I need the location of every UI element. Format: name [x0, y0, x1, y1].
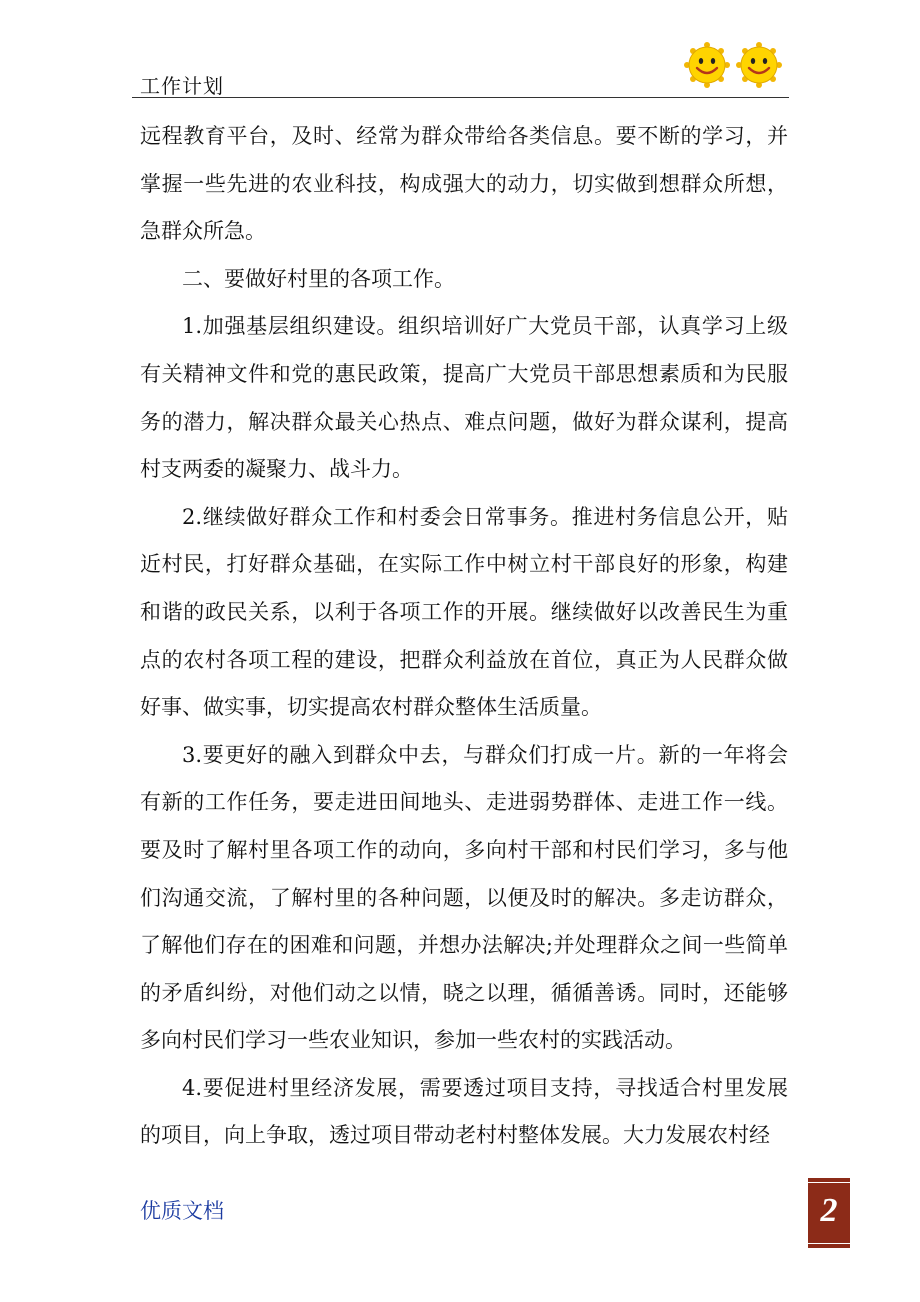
page-number-badge — [808, 1178, 850, 1248]
header-title: 工作计划 — [140, 74, 224, 98]
paragraph: 远程教育平台，及时、经常为群众带给各类信息。要不断的学习，并掌握一些先进的农业科技，构成强大的动力，切实做到想群众所想，急群众所急。 — [140, 124, 788, 244]
paragraph: 2.继续做好群众工作和村委会日常事务。推进村务信息公开，贴近村民，打好群众基础，在实际工作中树立村干部良好的形象，构建和谐的政民关系，以利于各项工作的开展。继续做好以改善民生为重点的农村各项工程的建设，把群众利益放在首位，真正为人民群众做好事、做实事，切实提高农村群众整体生活质量。 — [140, 504, 788, 720]
page-number: 2 — [820, 1192, 838, 1229]
paragraph: 1.加强基层组织建设。组织培训好广大党员干部，认真学习上级有关精神文件和党的惠民政策，提高广大党员干部思想素质和为民服务的潜力，解决群众最关心热点、难点问题，做好为群众谋利，提高村支两委的凝聚力、战斗力。 — [140, 314, 788, 482]
smiley-icon — [736, 42, 782, 88]
badge-line — [808, 1243, 850, 1244]
paragraph: 3.要更好的融入到群众中去，与群众们打成一片。新的一年将会有新的工作任务，要走进田间地头、走进弱势群体、走进工作一线。要及时了解村里各项工作的动向，多向村干部和村民们学习，多与他们沟通交流，了解村里的各种问题，以便及时的解决。多走访群众，了解他们存在的困难和问题，并想办法解决;并处理群众之间一些简单的矛盾纠纷，对他们动之以情，晓之以理，循循善诱。同时，还能够多向村民们学习一些农业知识，参加一些农村的实践活动。 — [140, 742, 788, 1053]
section-heading: 二、要做好村里的各项工作。 — [182, 266, 455, 291]
paragraph: 4.要促进村里经济发展，需要透过项目支持，寻找适合村里发展的项目，向上争取，透过项目带动老村村整体发展。大力发展农村经 — [140, 1075, 788, 1148]
footer-label: 优质文档 — [140, 1199, 224, 1223]
header-divider — [132, 97, 789, 98]
document-body — [140, 113, 788, 1160]
smiley-icon — [684, 42, 730, 88]
badge-line — [808, 1182, 850, 1183]
